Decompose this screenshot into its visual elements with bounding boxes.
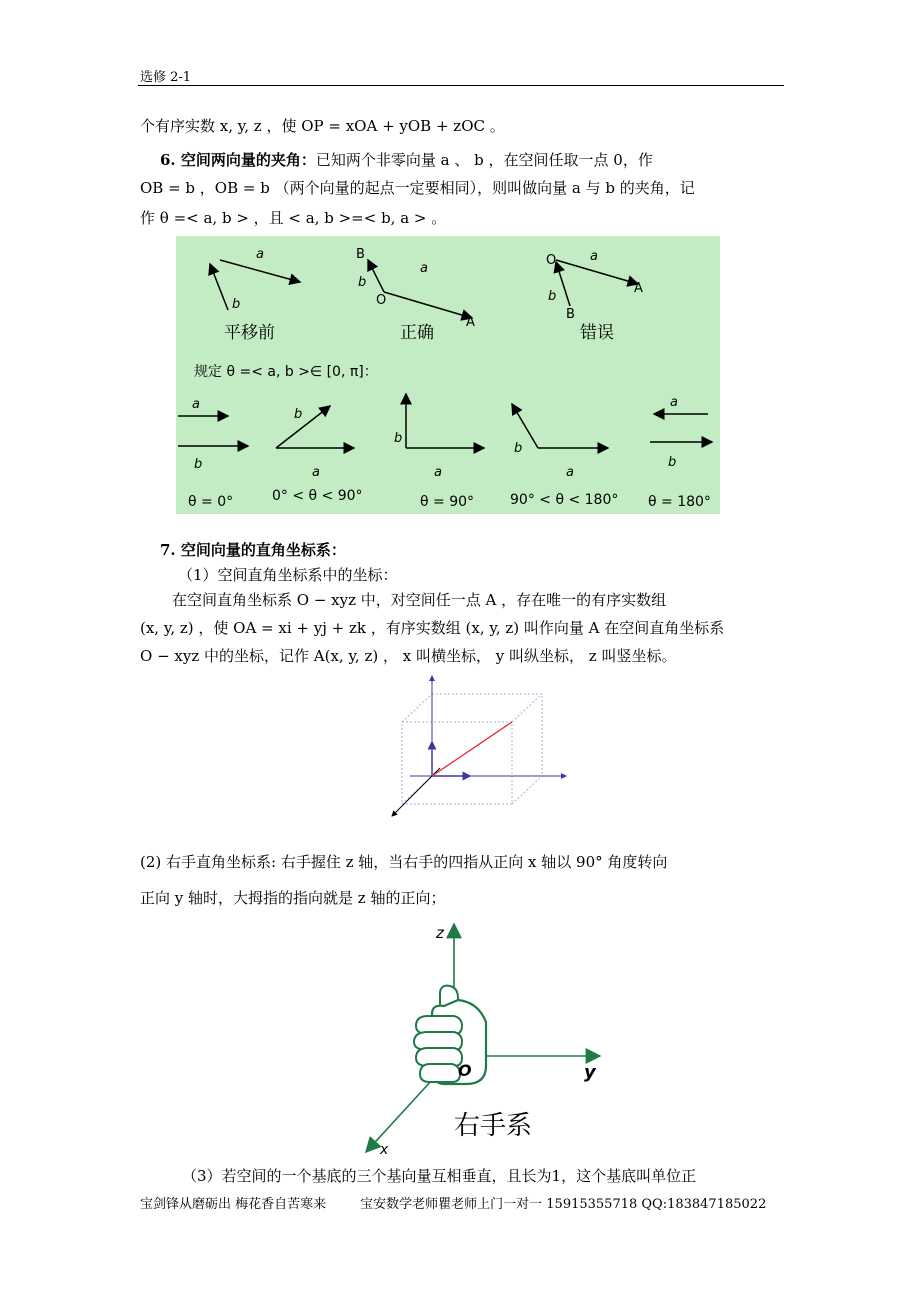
label-b: b [294,407,303,422]
label-b: b [548,289,557,304]
vector-oa [432,722,512,776]
right-hand-label: 右手系 [454,1111,533,1141]
label-b: b [194,457,203,472]
section6-text: 已知两个非零向量 a 、 b ，在空间任取一点 0，作 [315,151,653,169]
section7-sub1: （1）空间直角坐标系中的坐标： [178,566,398,584]
section7-p1: 在空间直角坐标系 O − xyz 中，对空间任一点 A ，存在唯一的有序实数组 [172,591,667,609]
label-B: B [356,247,365,262]
vector-b-arrow [556,262,570,306]
case-caption: θ = 0° [188,494,234,510]
section6-line3: 作 θ =< a, b > ，且 < a, b >=< b, a > 。 [140,209,447,227]
section7-sub3: （3）若空间的一个基底的三个基向量互相垂直，且长为1，这个基底叫单位正 [182,1167,697,1185]
label-before: 平移前 [224,323,275,343]
label-a: a [434,465,442,480]
origin-label: O [458,1061,472,1080]
label-a: a [312,465,320,480]
label-a: a [256,247,264,262]
label-A: A [466,315,475,330]
angle-figure [176,236,720,514]
axis-label-z: z [436,924,444,942]
label-a: a [420,261,428,276]
section7-p2: (x, y, z) ，使 OA = xi + yj + zk ，有序实数组 (x, y, z) 叫作向量 A 在空间直角坐标系 [140,619,725,637]
label-a: a [192,397,200,412]
label-wrong: 错误 [580,323,614,343]
label-b: b [358,275,367,290]
page-header: 选修 2-1 [140,70,192,85]
label-A: A [634,281,643,296]
label-a: a [566,465,574,480]
label-correct: 正确 [400,323,434,343]
angle-rule: 规定 θ =< a, b >∈ [0, π]： [194,364,378,380]
coordinate-box-figure [380,672,580,822]
page-footer [140,1193,766,1212]
label-b: b [394,431,403,446]
section7-sub2-line1: (2) 右手直角坐标系: 右手握住 z 轴，当右手的四指从正向 x 轴以 90° 角度转向 [140,853,668,871]
right-hand-figure [336,918,606,1163]
label-O: O [376,293,387,308]
section7-sub2-line2: 正向 y 轴时，大拇指的指向就是 z 轴的正向； [140,889,446,907]
label-a: a [670,395,678,410]
finger-4 [420,1064,460,1082]
label-b: b [232,297,241,312]
label-O: O [546,253,557,268]
section6-line2: OB = b ，OB = b （两个向量的起点一定要相同），则叫做向量 a 与 b 的夹角，记 [140,179,695,197]
footer-motto: 宝剑锋从磨砺出 梅花香自苦寒来 [140,1197,327,1212]
section6-heading: 6. 空间两向量的夹角： [160,151,316,169]
axis-label-y: y [584,1062,596,1083]
vector-a-arrow [384,292,472,318]
label-b: b [668,455,677,470]
case-caption: 0° < θ < 90° [272,488,363,504]
vector-b-arrow [210,264,228,310]
vector-b-arrow [368,260,384,292]
section7-p3: O − xyz 中的坐标，记作 A(x, y, z) ， x 叫横坐标， y 叫纵坐标， z 叫竖坐标。 [140,647,677,665]
axis-label-x: x [380,1142,389,1158]
paragraph-line: 个有序实数 x, y, z ，使 OP = xOA + yOB + zOC 。 [140,117,505,135]
footer-contact: 宝安数学老师瞿老师上门一对一 15915355718 QQ:183847185022 [360,1197,767,1212]
case-caption: 90° < θ < 180° [510,492,619,508]
angle-figure-panel [176,236,720,514]
case-caption: θ = 180° [648,494,711,510]
case-caption: θ = 90° [420,494,475,510]
label-a: a [590,249,598,264]
section6-line1 [160,150,653,170]
header-rule [138,85,784,86]
vector-a-arrow [220,260,300,282]
section7-heading: 7. 空间向量的直角坐标系： [160,541,346,559]
label-B: B [566,307,575,322]
label-b: b [514,441,523,456]
case2-b-arrow [276,406,330,448]
